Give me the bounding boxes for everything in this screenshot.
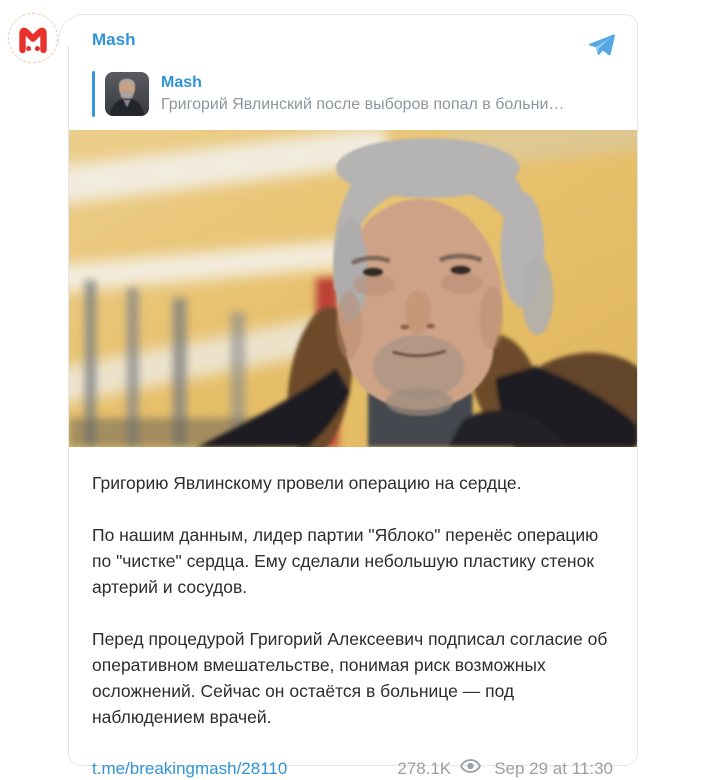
views-count: 278.1K [397, 758, 452, 778]
telegram-post-card [68, 14, 638, 778]
telegram-plane-icon[interactable] [588, 34, 615, 62]
quote-accent-bar [92, 71, 95, 117]
quote-avatar [105, 72, 149, 116]
bubble-tail [57, 18, 70, 53]
channel-title-link[interactable]: Mash [92, 30, 136, 49]
post-photo[interactable] [69, 130, 637, 447]
mash-logo-icon [16, 23, 50, 53]
paragraph: Перед процедурой Григорий Алексеевич подписал согласие об оперативном вмешательстве, понимая риск возможных осложнений. Сейчас он остаётся в больнице — под наблюдением врачей. [92, 629, 608, 727]
reply-quote[interactable] [92, 71, 613, 117]
card-footer [69, 756, 637, 779]
post-text [69, 447, 637, 730]
quote-preview: Григорий Явлинский после выборов попал в больни… [161, 96, 565, 113]
post-date: Sep 29 at 11:30 [494, 758, 613, 778]
eye-icon [460, 758, 481, 779]
post-meta [397, 758, 613, 779]
paragraph: Григорию Явлинскому провели операцию на сердце. [92, 473, 522, 493]
quote-author: Mash [161, 74, 202, 91]
post-link[interactable]: t.me/breakingmash/28110 [92, 758, 288, 778]
card-header [69, 15, 637, 62]
channel-avatar[interactable] [8, 13, 58, 63]
paragraph: По нашим данным, лидер партии "Яблоко" перенёс операцию по "чистке" сердца. Ему сделали небольшую пластику стенок артерий и сосудов. [92, 525, 599, 597]
quote-texts [161, 71, 564, 117]
